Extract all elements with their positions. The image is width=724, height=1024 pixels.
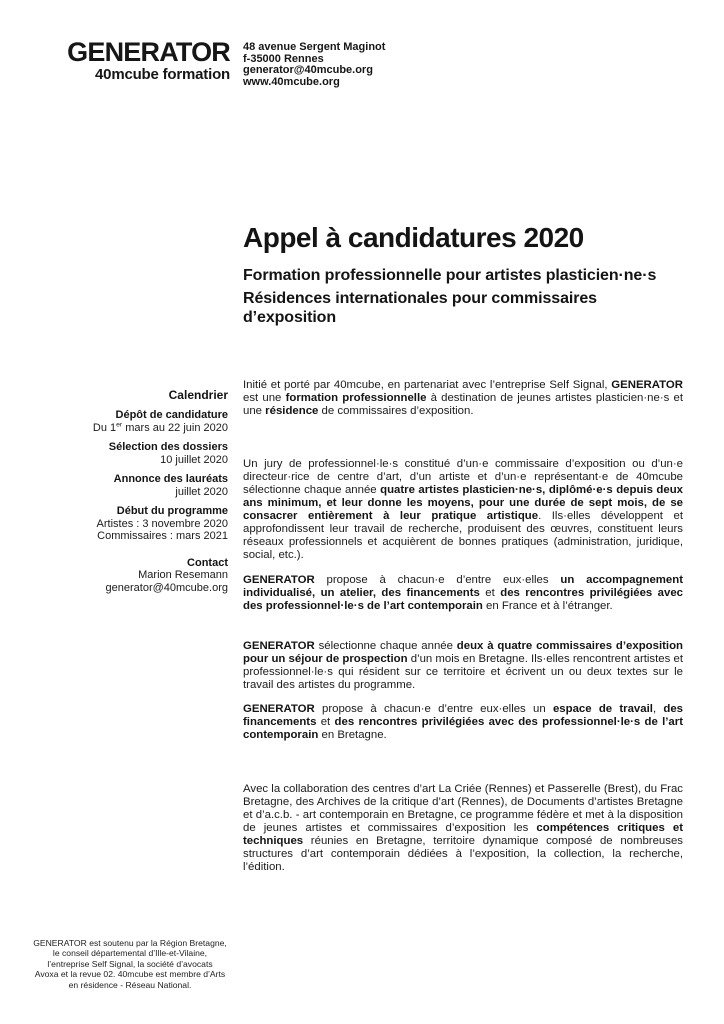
contact-title: Contact xyxy=(187,556,228,569)
sidebar-calendar xyxy=(28,389,228,601)
footer-credits xyxy=(24,938,236,990)
calendar-group-selection xyxy=(28,441,228,466)
address-website: www.40mcube.org xyxy=(243,75,340,88)
calendar-group-annonce xyxy=(28,473,228,498)
paragraph-offer-artists: GENERATOR propose à chacun·e d’entre eux·elles un accompagnement individualisé, un atelier, des financements et des rencontres privilégiées avec des professionnel·le·s de l’art contemporain en France et à l’étranger. xyxy=(243,574,683,612)
footer-line-2: le conseil départemental d’Ille-et-Vilaine, xyxy=(52,948,208,959)
paragraph-collaboration: Avec la collaboration des centres d’art La Criée (Rennes) et Passerelle (Brest), du Frac Bretagne, des Archives de la critique d’art (Rennes), de Documents d’artistes Bretagne et d’a.c.b. - art contemporain en Bretagne, ce programme fédère et met à la disposition de jeunes artistes et commissaires d’exposition les compétences critiques et techniques réunies en Bretagne, territoire dynamique composé de nombreuses structures d’art contemporain dédiées à l’exposition, la collection, la recherche, l’édition. xyxy=(243,783,683,873)
calendar-selection-date: 10 juillet 2020 xyxy=(160,453,228,466)
footer-line-4: Avoxa et la revue 02. 40mcube est membre d’Arts xyxy=(34,969,226,980)
footer-line-1: GENERATOR est soutenu par la Région Bretagne, xyxy=(33,938,227,948)
subtitle-artists: Formation professionnelle pour artistes plasticien·ne·s xyxy=(243,267,657,284)
footer-line-3: l’entreprise Self Signal, la société d’avocats xyxy=(47,958,213,969)
address-street: 48 avenue Sergent Maginot xyxy=(243,41,386,53)
title-block xyxy=(243,222,691,331)
address-city: f-35000 Rennes xyxy=(243,52,324,65)
paragraph-jury: Un jury de professionnel·le·s constitué d’un·e commissaire d’exposition ou d’un·e directeur·rice de centre d’art, d’un artiste et d’un·e représentant·e de 40mcube sélectionne chaque année quatre artistes plasticien·ne·s, diplômé·e·s depuis deux ans minimum, et leur donne les moyens, pour une durée de sept mois, de se consacrer entièrement à leur pratique artistique. Ils·elles développent et approfondissent leur travail de recherche, produisent des œuvres, constituent leurs réseaux professionnels et acquièrent de bonnes pratiques (administration, juridique, social, etc.). xyxy=(243,458,684,561)
contact-name: Marion Resemann xyxy=(138,569,228,581)
contact-group xyxy=(28,557,228,595)
footer-line-5: en résidence - Réseau National. xyxy=(68,979,192,990)
calendar-debut-artists: Artistes : 3 novembre 2020 xyxy=(96,517,228,530)
calendar-depot-dates: Du 1er mars au 22 juin 2020 xyxy=(92,420,228,434)
contact-email: generator@40mcube.org xyxy=(105,581,228,594)
logo xyxy=(44,38,230,84)
calendar-group-depot xyxy=(28,409,228,434)
calendar-debut-curators: Commissaires : mars 2021 xyxy=(97,530,228,542)
calendar-heading: Calendrier xyxy=(168,388,228,402)
calendar-depot-title: Dépôt de candidature xyxy=(115,409,228,421)
calendar-debut-title: Début du programme xyxy=(116,505,228,517)
body-text xyxy=(243,379,683,874)
address-email: generator@40mcube.org xyxy=(243,64,373,77)
logo-generator-wordmark: GENERATOR xyxy=(67,37,230,67)
calendar-annonce-title: Annonce des lauréats xyxy=(113,473,228,485)
page-title: Appel à candidatures 2020 xyxy=(243,222,584,253)
address-block xyxy=(243,42,385,88)
paragraph-intro: Initié et porté par 40mcube, en partenariat avec l’entreprise Self Signal, GENERATOR est une formation professionnelle à destination de jeunes artistes plasticien·ne·s et une résidence de commissaires d’exposition. xyxy=(243,379,684,417)
subtitle-curators: Résidences internationales pour commissaires d’exposition xyxy=(243,290,597,326)
paragraph-curators-selection: GENERATOR sélectionne chaque année deux à quatre commissaires d’exposition pour un séjour de prospection d’un mois en Bretagne. Ils·elles rencontrent artistes et professionnel·le·s qui résident sur ce territoire et écrivent un ou deux textes sur le travail des artistes du programme. xyxy=(243,640,683,691)
calendar-group-debut xyxy=(28,505,228,543)
paragraph-offer-curators: GENERATOR propose à chacun·e d’entre eux·elles un espace de travail, des financements et des rencontres privilégiées avec des professionnel·le·s de l’art contemporain en Bretagne. xyxy=(243,703,683,741)
logo-40mcube-formation: 40mcube formation xyxy=(95,66,230,83)
calendar-annonce-date: juillet 2020 xyxy=(175,485,228,498)
calendar-selection-title: Sélection des dossiers xyxy=(108,441,228,453)
